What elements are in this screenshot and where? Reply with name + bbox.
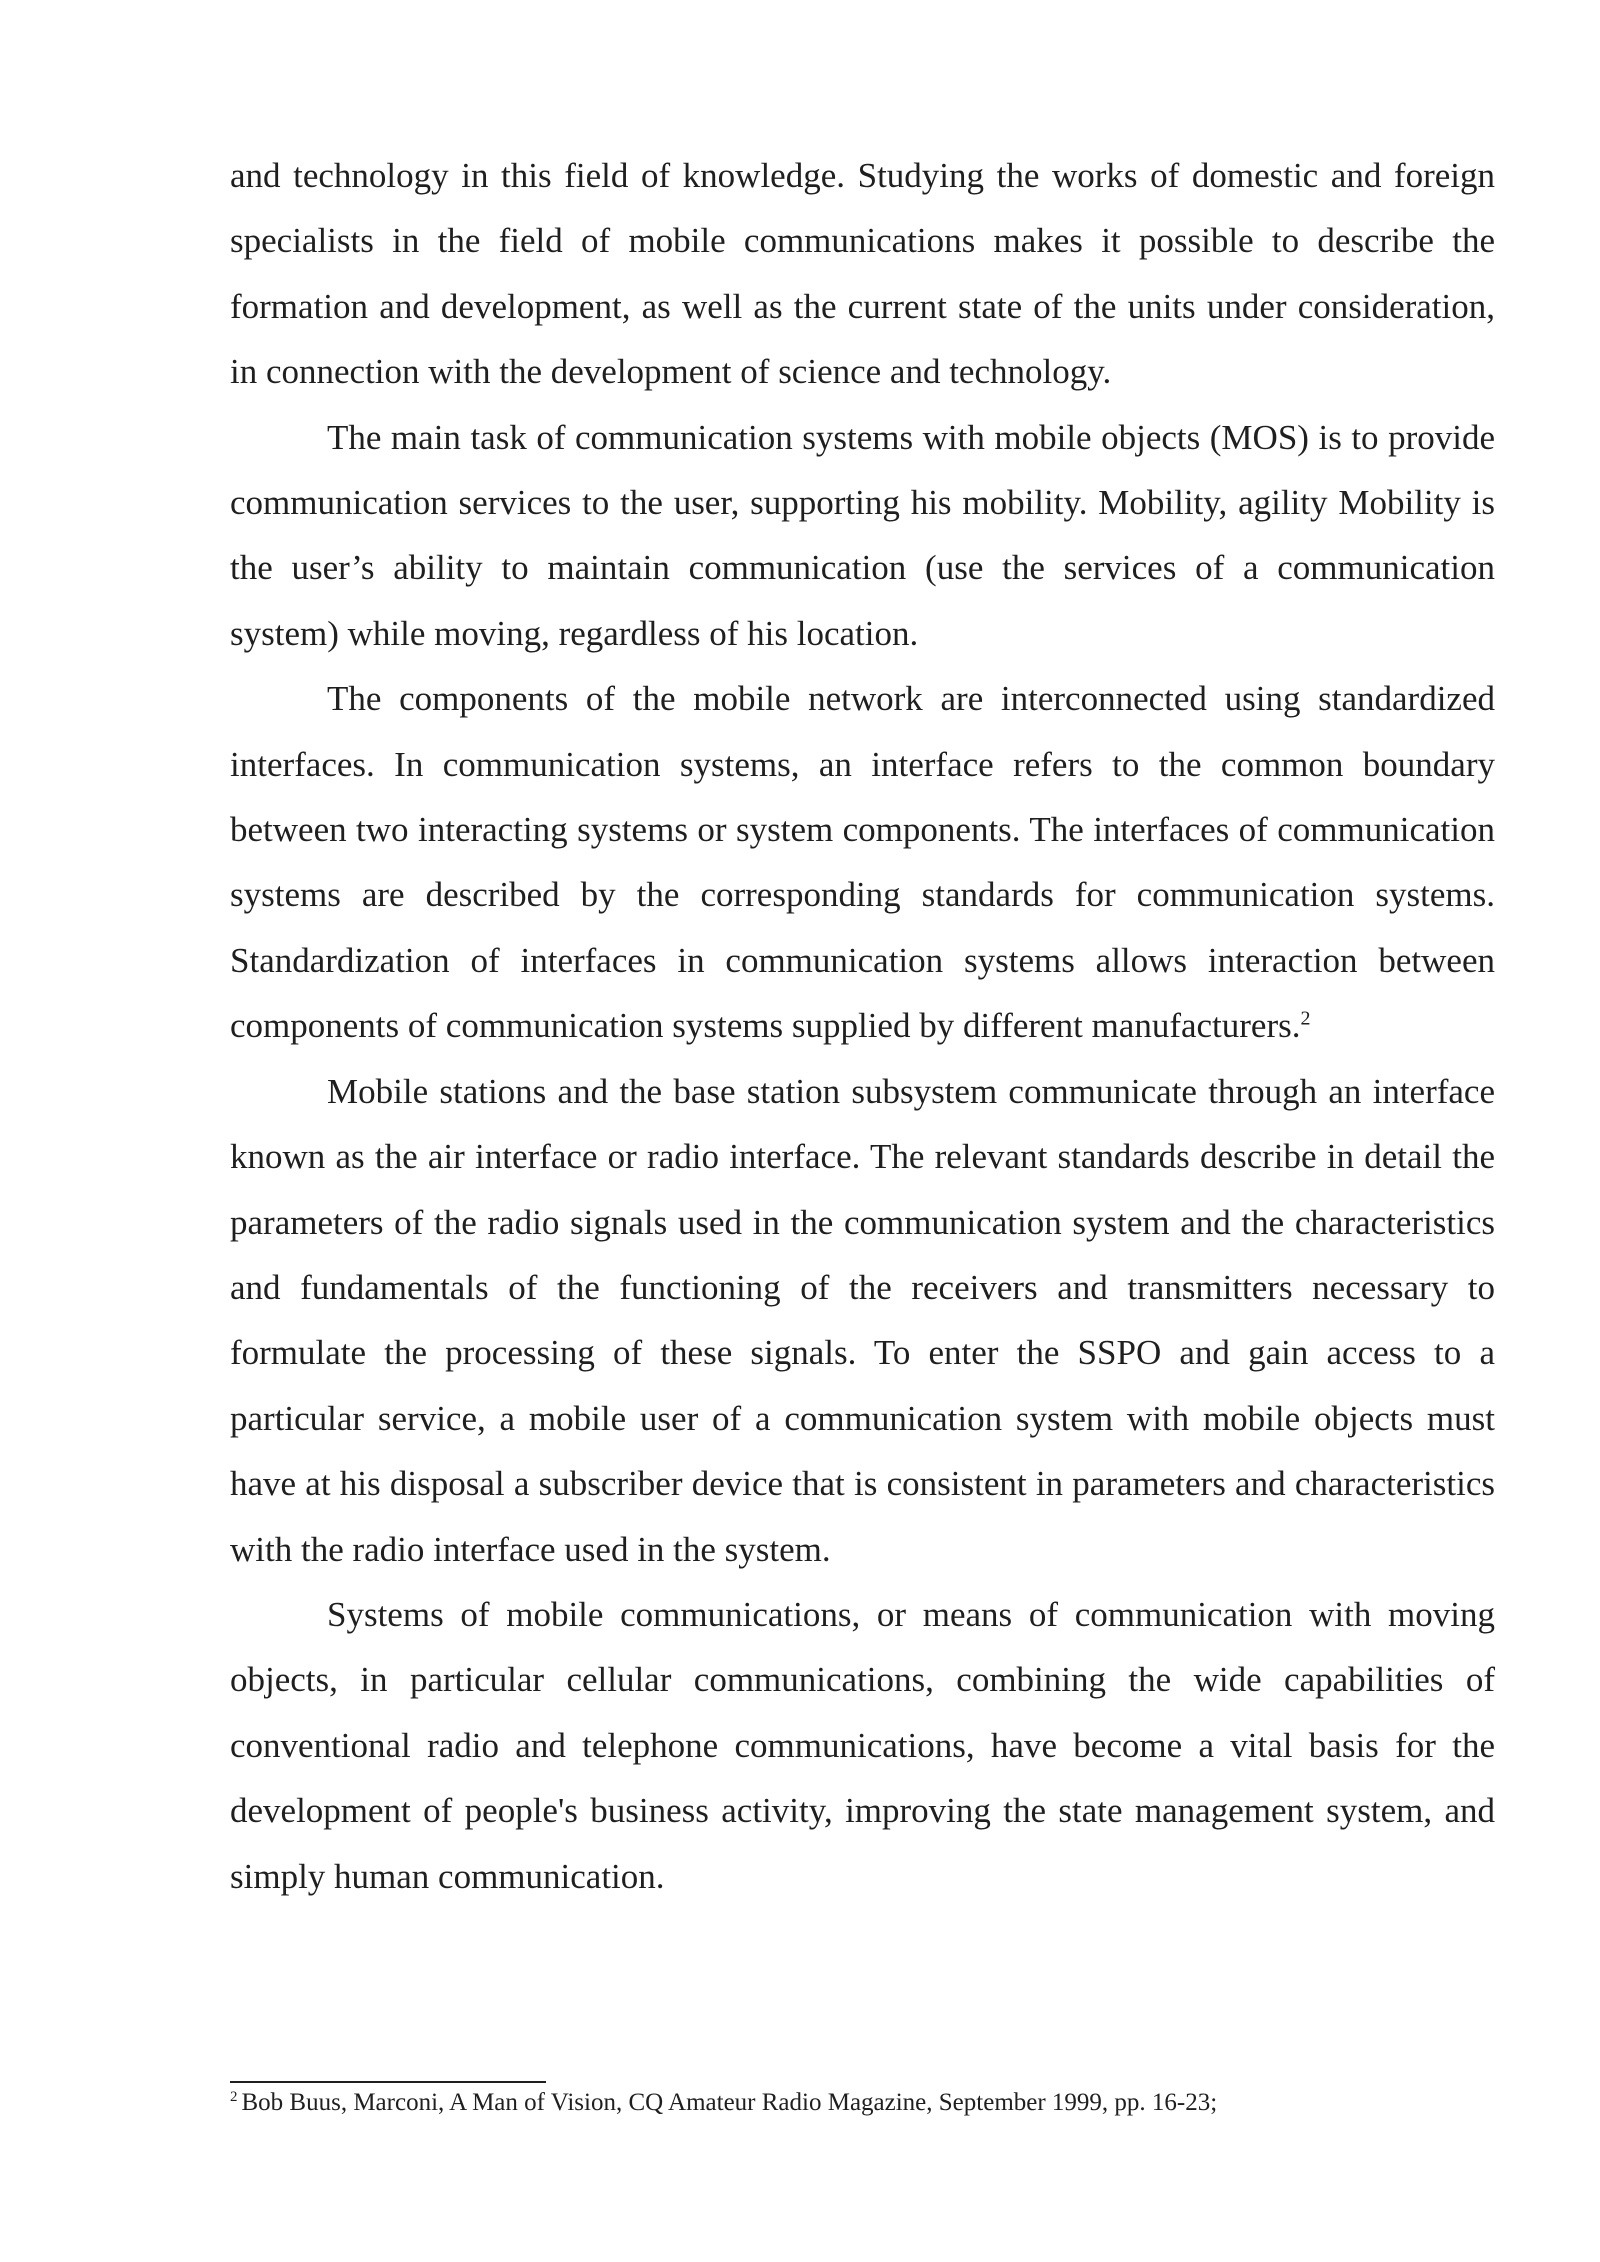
paragraph: [230, 666, 1495, 1058]
footnote-reference[interactable]: 2: [1300, 1007, 1311, 1030]
paragraph-text: Systems of mobile communications, or means of communication with moving objects, in particular cellular communications, combining the wide capabilities of conventional radio and telephone communications, have become a vital basis for the development of people's business activity, improving the state management system, and simply human communication.: [230, 1594, 1495, 1896]
paragraph: [230, 405, 1495, 667]
paragraph-text: The components of the mobile network are interconnected using standardized interfaces. In communication systems, an interface refers to the common boundary between two interacting systems or system components. The interfaces of communication systems are described by the corresponding standards for communication systems. Standardization of interfaces in communication systems allows interaction between components of communication systems supplied by different manufacturers.: [230, 679, 1495, 1046]
paragraph: [230, 1582, 1495, 1909]
paragraph-text: and technology in this field of knowledge. Studying the works of domestic and foreign specialists in the field of mobile communications makes it possible to describe the formation and development, as well as the current state of the units under consideration, in connection with the development of science and technology.: [230, 156, 1495, 392]
footnote-text: Bob Buus, Marconi, A Man of Vision, CQ Amateur Radio Magazine, September 1999, pp. 16-23;: [241, 2089, 1218, 2116]
paragraph: [230, 143, 1495, 405]
body-text: [230, 143, 1495, 1909]
footnote-separator: [230, 2081, 546, 2083]
paragraph-text: The main task of communication systems with mobile objects (MOS) is to provide communication services to the user, supporting his mobility. Mobility, agility Mobility is the user’s ability to maintain communication (use the services of a communication system) while moving, regardless of his location.: [230, 417, 1495, 653]
footnote: [230, 2088, 1495, 2118]
footnote-mark: 2: [230, 2088, 238, 2105]
paragraph: [230, 1059, 1495, 1582]
paragraph-text: Mobile stations and the base station subsystem communicate through an interface known as the air interface or radio interface. The relevant standards describe in detail the parameters of the radio signals used in the communication system and the characteristics and fundamentals of the functioning of the receivers and transmitters necessary to formulate the processing of these signals. To enter the SSPO and gain access to a particular service, a mobile user of a communication system with mobile objects must have at his disposal a subscriber device that is consistent in parameters and characteristics with the radio interface used in the system.: [230, 1071, 1495, 1569]
